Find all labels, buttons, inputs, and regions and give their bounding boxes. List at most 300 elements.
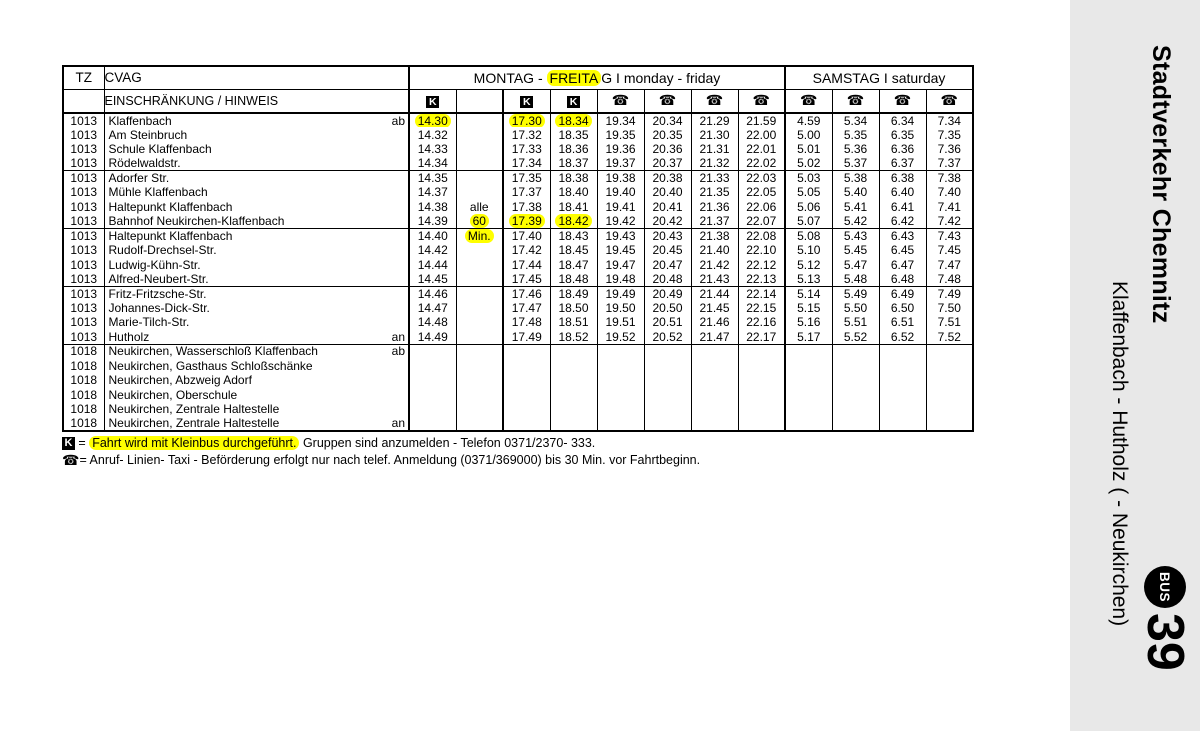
time-cell xyxy=(550,387,597,401)
time-cell xyxy=(456,272,503,286)
time-cell xyxy=(597,344,644,358)
time-cell: 19.48 xyxy=(597,272,644,286)
time-cell: 21.44 xyxy=(691,286,738,300)
time-cell: 21.43 xyxy=(691,272,738,286)
note-kleinbus-eq: = xyxy=(74,436,90,450)
time-cell: 7.35 xyxy=(926,127,973,141)
time-cell: 17.38 xyxy=(503,200,550,214)
time-cell: 6.40 xyxy=(879,185,926,199)
station-name: Ludwig-Kühn-Str. xyxy=(108,257,201,272)
departure-arrival-marker: an xyxy=(391,329,405,344)
symbol-cell xyxy=(832,89,879,113)
station-name: Johannes-Dick-Str. xyxy=(108,300,210,315)
station-name: Neukirchen, Zentrale Haltestelle xyxy=(108,401,280,416)
time-cell: 20.43 xyxy=(644,229,691,243)
time-cell: 22.01 xyxy=(738,142,785,156)
tz-cell: 1013 xyxy=(70,156,98,171)
time-cell xyxy=(644,402,691,416)
highlighted-time: 60 xyxy=(470,214,489,228)
time-cell xyxy=(644,344,691,358)
time-cell: 19.40 xyxy=(597,185,644,199)
tz-cell: 1018 xyxy=(70,387,98,402)
time-cell: 14.49 xyxy=(409,330,456,344)
time-cell: 21.30 xyxy=(691,127,738,141)
timetable-row xyxy=(63,387,973,401)
time-cell: 20.36 xyxy=(644,142,691,156)
time-cell: 18.52 xyxy=(550,330,597,344)
departure-arrival-marker: ab xyxy=(391,113,405,128)
time-cell: 6.36 xyxy=(879,142,926,156)
time-cell: 7.42 xyxy=(926,214,973,228)
station-name: Adorfer Str. xyxy=(108,171,170,186)
time-cell: 7.52 xyxy=(926,330,973,344)
time-cell: 21.37 xyxy=(691,214,738,228)
time-cell: 21.42 xyxy=(691,257,738,271)
time-cell xyxy=(879,416,926,430)
station-cell xyxy=(104,373,409,387)
time-cell: 17.46 xyxy=(503,286,550,300)
time-cell xyxy=(456,301,503,315)
time-cell: 19.36 xyxy=(597,142,644,156)
timetable-row xyxy=(63,127,973,141)
time-cell: 20.48 xyxy=(644,272,691,286)
symbol-cell xyxy=(503,89,550,113)
time-cell: 14.35 xyxy=(409,171,456,185)
time-cell xyxy=(832,416,879,430)
time-cell xyxy=(597,358,644,372)
station-cell xyxy=(104,257,409,271)
timetable-row xyxy=(63,185,973,199)
time-cell: 6.34 xyxy=(879,113,926,127)
time-cell xyxy=(926,402,973,416)
time-cell: 20.45 xyxy=(644,243,691,257)
phone-icon: ☎ xyxy=(611,91,630,108)
time-cell: 14.44 xyxy=(409,257,456,271)
station-name: Neukirchen, Wasserschloß Klaffenbach xyxy=(108,344,318,359)
time-cell: 18.47 xyxy=(550,257,597,271)
station-cell xyxy=(104,142,409,156)
departure-arrival-marker: ab xyxy=(391,344,405,359)
time-cell xyxy=(879,344,926,358)
time-cell: 20.50 xyxy=(644,301,691,315)
time-cell xyxy=(503,373,550,387)
time-cell: 6.51 xyxy=(879,315,926,329)
time-cell xyxy=(550,344,597,358)
timetable-row xyxy=(63,373,973,387)
tz-cell: 1013 xyxy=(70,185,98,200)
time-cell: 7.40 xyxy=(926,185,973,199)
time-cell: 19.41 xyxy=(597,200,644,214)
time-cell xyxy=(832,344,879,358)
highlighted-time: 14.30 xyxy=(415,114,451,128)
time-cell: 21.35 xyxy=(691,185,738,199)
time-cell: 4.59 xyxy=(785,113,832,127)
time-cell: 7.51 xyxy=(926,315,973,329)
symbol-cell xyxy=(691,89,738,113)
time-cell: 17.48 xyxy=(503,315,550,329)
time-cell: 21.38 xyxy=(691,229,738,243)
time-cell xyxy=(550,113,597,127)
tz-cell: 1013 xyxy=(63,286,104,300)
time-cell: 20.35 xyxy=(644,127,691,141)
time-cell: 19.43 xyxy=(597,229,644,243)
time-cell xyxy=(926,344,973,358)
timetable xyxy=(62,65,974,432)
note-taxi-text: Anruf- Linien- Taxi - Beförderung erfolgt nur nach telef. Anmeldung (0371/369000) bis 30 Min. vor Fahrtbeginn. xyxy=(89,452,701,467)
station-name: Am Steinbruch xyxy=(108,127,188,142)
time-cell: 14.40 xyxy=(409,229,456,243)
time-cell: 20.37 xyxy=(644,156,691,170)
time-cell: 7.45 xyxy=(926,243,973,257)
time-cell: 18.51 xyxy=(550,315,597,329)
time-cell: 5.37 xyxy=(832,156,879,170)
time-cell: 18.45 xyxy=(550,243,597,257)
time-cell: 20.52 xyxy=(644,330,691,344)
time-cell xyxy=(409,113,456,127)
time-cell xyxy=(832,402,879,416)
timetable-row xyxy=(63,200,973,214)
time-cell: 5.45 xyxy=(832,243,879,257)
time-cell: 22.07 xyxy=(738,214,785,228)
time-cell xyxy=(550,402,597,416)
timetable-row xyxy=(63,113,973,127)
time-cell xyxy=(879,358,926,372)
station-cell xyxy=(104,387,409,401)
time-cell: 5.13 xyxy=(785,272,832,286)
time-cell xyxy=(597,373,644,387)
timetable-row xyxy=(63,344,973,358)
time-cell xyxy=(456,127,503,141)
station-name: Alfred-Neubert-Str. xyxy=(108,271,209,286)
time-cell: 7.43 xyxy=(926,229,973,243)
time-cell: 6.37 xyxy=(879,156,926,170)
time-cell: 20.49 xyxy=(644,286,691,300)
time-cell: 6.48 xyxy=(879,272,926,286)
time-cell: 7.50 xyxy=(926,301,973,315)
time-cell xyxy=(456,171,503,185)
time-cell: 5.40 xyxy=(832,185,879,199)
time-cell xyxy=(644,416,691,430)
time-cell: 17.44 xyxy=(503,257,550,271)
time-cell: 20.47 xyxy=(644,257,691,271)
time-cell xyxy=(597,402,644,416)
tz-column-header: TZ xyxy=(63,66,104,89)
time-cell: 14.38 xyxy=(409,200,456,214)
time-cell xyxy=(503,358,550,372)
time-cell xyxy=(409,373,456,387)
time-cell: 17.47 xyxy=(503,301,550,315)
time-cell xyxy=(926,358,973,372)
time-cell: 7.47 xyxy=(926,257,973,271)
time-cell: 14.34 xyxy=(409,156,456,170)
note-kleinbus xyxy=(62,435,700,452)
tz-cell: 1013 xyxy=(70,315,98,330)
time-cell xyxy=(409,416,456,430)
tz-subheader xyxy=(63,89,104,113)
highlighted-time: 17.39 xyxy=(509,214,545,228)
time-cell xyxy=(691,373,738,387)
station-name: Marie-Tilch-Str. xyxy=(108,315,190,330)
agency-column-header: CVAG xyxy=(104,66,409,89)
time-cell: 5.08 xyxy=(785,229,832,243)
time-cell: 19.50 xyxy=(597,301,644,315)
station-cell xyxy=(104,200,409,214)
kleinbus-icon: K xyxy=(62,437,75,450)
tz-cell: 1013 xyxy=(70,271,98,286)
tz-cell: 1013 xyxy=(63,171,104,185)
time-cell: 14.37 xyxy=(409,185,456,199)
time-cell xyxy=(409,358,456,372)
station-name: Klaffenbach xyxy=(108,113,172,128)
time-cell xyxy=(456,344,503,358)
time-cell xyxy=(503,387,550,401)
time-cell: 21.32 xyxy=(691,156,738,170)
time-cell: 22.14 xyxy=(738,286,785,300)
time-cell: 5.02 xyxy=(785,156,832,170)
phone-icon: ☎ xyxy=(705,91,724,108)
time-cell: 5.52 xyxy=(832,330,879,344)
time-cell: 7.48 xyxy=(926,272,973,286)
time-cell xyxy=(409,402,456,416)
time-cell xyxy=(503,344,550,358)
time-cell: 18.40 xyxy=(550,185,597,199)
time-cell: 5.36 xyxy=(832,142,879,156)
time-cell xyxy=(456,330,503,344)
time-cell: 6.43 xyxy=(879,229,926,243)
time-cell: 22.12 xyxy=(738,257,785,271)
restriction-header: EINSCHRÄNKUNG / HINWEIS xyxy=(104,89,409,113)
time-cell xyxy=(456,315,503,329)
phone-icon: ☎ xyxy=(658,91,677,108)
time-cell: 19.38 xyxy=(597,171,644,185)
highlighted-time: 18.42 xyxy=(555,214,591,228)
station-name: Haltepunkt Klaffenbach xyxy=(108,228,233,243)
time-cell xyxy=(832,387,879,401)
time-cell: 5.51 xyxy=(832,315,879,329)
time-cell xyxy=(644,373,691,387)
symbol-cell-empty xyxy=(456,89,503,113)
time-cell: 18.35 xyxy=(550,127,597,141)
time-cell xyxy=(785,402,832,416)
time-cell: 20.51 xyxy=(644,315,691,329)
station-cell xyxy=(104,229,409,243)
time-cell xyxy=(785,387,832,401)
time-cell: 19.35 xyxy=(597,127,644,141)
time-cell: 18.37 xyxy=(550,156,597,170)
time-cell: 21.59 xyxy=(738,113,785,127)
timetable-row xyxy=(63,416,973,430)
station-cell xyxy=(104,330,409,344)
symbol-header-row xyxy=(63,89,973,113)
time-cell xyxy=(456,373,503,387)
weekday-header-post: G I monday - friday xyxy=(601,69,721,86)
time-cell xyxy=(456,286,503,300)
time-cell xyxy=(785,416,832,430)
time-cell: 19.52 xyxy=(597,330,644,344)
time-cell xyxy=(456,214,503,228)
time-cell: 5.14 xyxy=(785,286,832,300)
time-cell xyxy=(738,373,785,387)
timetable-row xyxy=(63,214,973,228)
time-cell: 5.06 xyxy=(785,200,832,214)
timetable-row xyxy=(63,286,973,300)
timetable-row xyxy=(63,330,973,344)
station-name: Bahnhof Neukirchen-Klaffenbach xyxy=(108,214,285,229)
phone-icon: ☎ xyxy=(940,91,958,108)
time-cell: 19.42 xyxy=(597,214,644,228)
station-name: Mühle Klaffenbach xyxy=(108,185,208,200)
symbol-cell xyxy=(785,89,832,113)
time-cell: 5.01 xyxy=(785,142,832,156)
station-name: Rödelwaldstr. xyxy=(108,156,181,171)
time-cell: 7.41 xyxy=(926,200,973,214)
time-cell xyxy=(409,344,456,358)
time-cell: 22.00 xyxy=(738,127,785,141)
station-name: Neukirchen, Oberschule xyxy=(108,387,238,402)
time-cell: 5.47 xyxy=(832,257,879,271)
time-cell: 5.16 xyxy=(785,315,832,329)
station-name: Fritz-Fritzsche-Str. xyxy=(108,286,207,301)
time-cell xyxy=(503,214,550,228)
station-cell xyxy=(104,286,409,300)
time-cell: 17.32 xyxy=(503,127,550,141)
time-cell: 5.17 xyxy=(785,330,832,344)
time-cell: 14.39 xyxy=(409,214,456,228)
station-name: Hutholz xyxy=(108,329,150,344)
time-cell: 18.50 xyxy=(550,301,597,315)
time-cell: 5.10 xyxy=(785,243,832,257)
tz-cell: 1013 xyxy=(63,229,104,243)
time-cell: 22.17 xyxy=(738,330,785,344)
time-cell: 6.50 xyxy=(879,301,926,315)
note-kleinbus-highlight: Fahrt wird mit Kleinbus durchgeführt. xyxy=(89,436,299,450)
time-cell: 14.45 xyxy=(409,272,456,286)
weekday-header-pre: MONTAG - xyxy=(473,69,547,86)
time-cell: 17.35 xyxy=(503,171,550,185)
time-cell: 22.10 xyxy=(738,243,785,257)
time-cell xyxy=(738,416,785,430)
tz-cell: 1018 xyxy=(70,401,98,416)
tz-cell: 1018 xyxy=(70,416,98,430)
time-cell xyxy=(550,416,597,430)
time-cell xyxy=(456,257,503,271)
time-cell: 21.46 xyxy=(691,315,738,329)
station-cell xyxy=(104,272,409,286)
timetable-row xyxy=(63,358,973,372)
time-cell: 7.37 xyxy=(926,156,973,170)
phone-icon: ☎ xyxy=(846,91,865,108)
station-name: Rudolf-Drechsel-Str. xyxy=(108,243,217,258)
time-cell: 5.35 xyxy=(832,127,879,141)
time-cell: 7.36 xyxy=(926,142,973,156)
time-cell: 6.47 xyxy=(879,257,926,271)
time-cell: 6.42 xyxy=(879,214,926,228)
time-cell: 5.00 xyxy=(785,127,832,141)
time-cell xyxy=(738,402,785,416)
bus-icon: BUS xyxy=(1144,566,1186,608)
time-cell: 5.05 xyxy=(785,185,832,199)
time-cell: 14.47 xyxy=(409,301,456,315)
time-cell: 5.03 xyxy=(785,171,832,185)
tz-cell: 1013 xyxy=(70,113,98,128)
time-cell: 14.48 xyxy=(409,315,456,329)
time-cell xyxy=(785,373,832,387)
time-cell xyxy=(456,142,503,156)
time-cell xyxy=(503,113,550,127)
phone-icon: ☎ xyxy=(893,91,912,108)
tz-cell: 1013 xyxy=(70,243,98,258)
note-kleinbus-rest: Gruppen sind anzumelden - Telefon 0371/2370- 333. xyxy=(299,436,596,450)
time-cell: 6.35 xyxy=(879,127,926,141)
station-name: Neukirchen, Gasthaus Schloßschänke xyxy=(108,358,313,373)
tz-cell: 1013 xyxy=(70,142,98,157)
time-cell: 5.38 xyxy=(832,171,879,185)
time-cell: 6.38 xyxy=(879,171,926,185)
timetable-row xyxy=(63,171,973,185)
timetable-row xyxy=(63,301,973,315)
tz-cell: 1013 xyxy=(70,199,98,214)
timetable-row xyxy=(63,142,973,156)
time-cell xyxy=(926,387,973,401)
time-cell: 22.05 xyxy=(738,185,785,199)
timetable-row xyxy=(63,243,973,257)
time-cell: 5.41 xyxy=(832,200,879,214)
time-cell xyxy=(691,416,738,430)
phone-icon: ☎ xyxy=(62,451,80,468)
time-cell: 22.08 xyxy=(738,229,785,243)
time-cell: 22.06 xyxy=(738,200,785,214)
tz-cell: 1018 xyxy=(70,373,98,388)
time-cell xyxy=(550,373,597,387)
note-taxi-eq: = xyxy=(79,452,90,467)
time-cell xyxy=(597,387,644,401)
time-cell: 5.15 xyxy=(785,301,832,315)
kleinbus-icon: K xyxy=(520,96,533,108)
operator-title: Stadtverkehr Chemnitz xyxy=(1147,45,1175,324)
time-cell xyxy=(691,358,738,372)
time-cell: 22.13 xyxy=(738,272,785,286)
time-cell: 6.52 xyxy=(879,330,926,344)
station-cell xyxy=(104,171,409,185)
time-cell: 19.37 xyxy=(597,156,644,170)
time-cell: 20.41 xyxy=(644,200,691,214)
time-cell: 20.34 xyxy=(644,113,691,127)
time-cell: 20.38 xyxy=(644,171,691,185)
time-cell xyxy=(879,373,926,387)
station-cell xyxy=(104,416,409,430)
time-cell xyxy=(456,156,503,170)
time-cell: 14.42 xyxy=(409,243,456,257)
time-cell: 5.34 xyxy=(832,113,879,127)
time-cell xyxy=(644,358,691,372)
time-cell: 5.50 xyxy=(832,301,879,315)
time-cell xyxy=(738,387,785,401)
time-cell xyxy=(879,387,926,401)
timetable-row xyxy=(63,156,973,170)
symbol-cell xyxy=(409,89,456,113)
time-cell xyxy=(879,402,926,416)
kleinbus-icon: K xyxy=(426,96,439,108)
station-name: Haltepunkt Klaffenbach xyxy=(108,199,233,214)
station-cell xyxy=(104,214,409,228)
time-cell: 19.49 xyxy=(597,286,644,300)
time-cell xyxy=(456,358,503,372)
time-cell: 18.49 xyxy=(550,286,597,300)
footnotes xyxy=(62,435,700,468)
symbol-cell xyxy=(597,89,644,113)
time-cell xyxy=(597,416,644,430)
time-cell xyxy=(832,358,879,372)
